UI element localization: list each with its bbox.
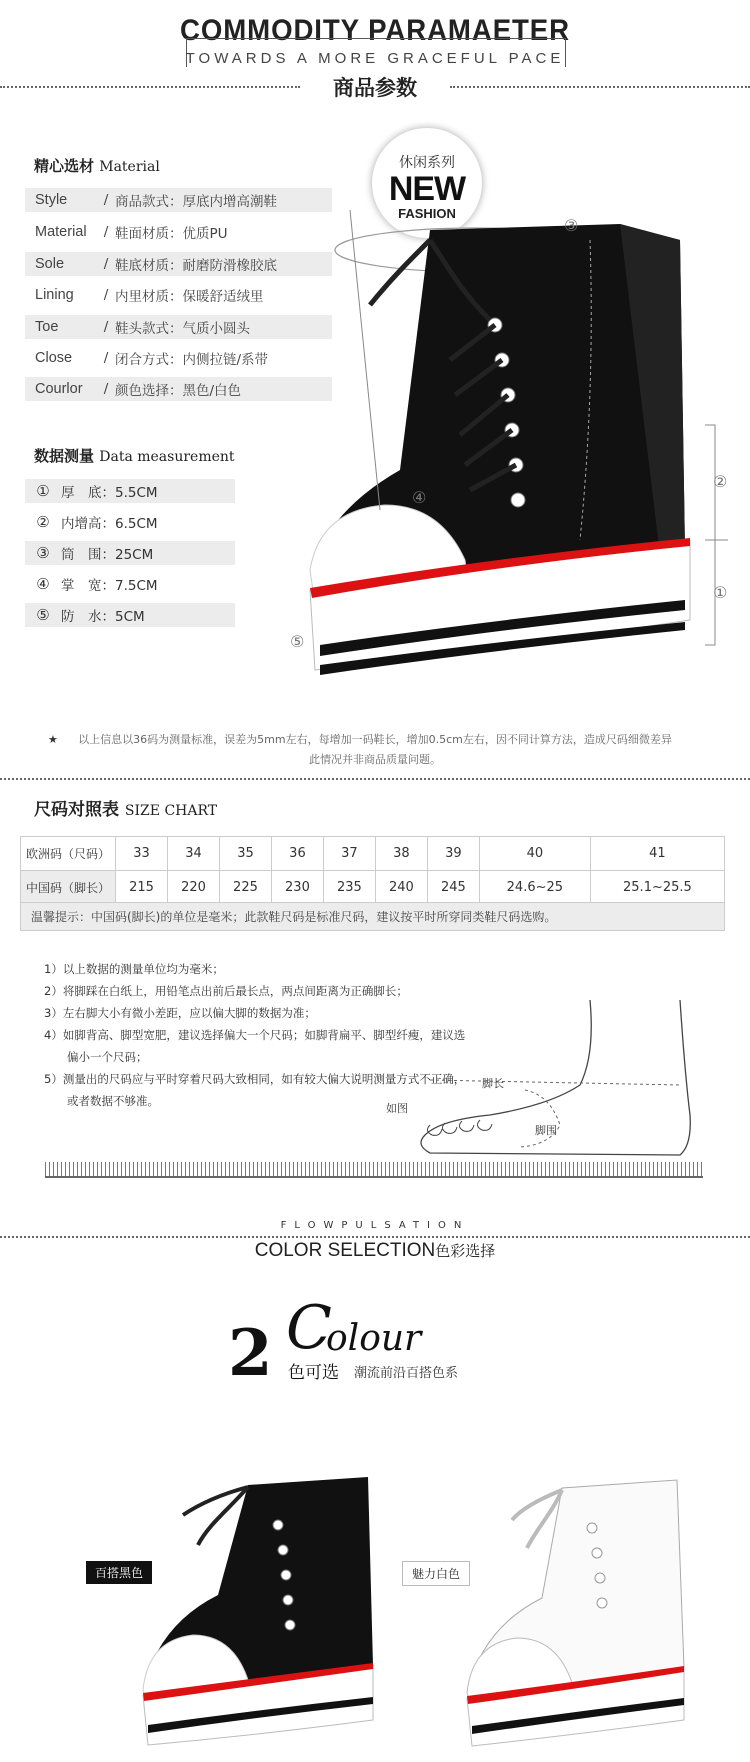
color-count-number: 2 xyxy=(228,1316,273,1391)
size-chart-heading-cn: 尺码对照表 xyxy=(34,800,119,820)
measurement-row xyxy=(25,572,235,596)
badge-fashion: FASHION xyxy=(398,206,456,221)
material-row: Lining / 内里材质：保暖舒适绒里 xyxy=(25,283,332,307)
measurement-row xyxy=(25,603,235,627)
measurement-label: 厚 底：5.5CM xyxy=(61,485,158,501)
table-cell: 40 xyxy=(479,837,590,871)
row-label: 中国码（脚长） xyxy=(21,871,116,905)
measurement-num: ② xyxy=(36,513,50,531)
measurement-heading-en: Data measurement xyxy=(99,449,235,465)
material-value: 商品款式：厚底内增高潮鞋 xyxy=(115,194,277,210)
white-color-tag: 魅力白色 xyxy=(402,1561,470,1586)
foot-diagram xyxy=(410,995,710,1170)
measurement-label: 掌 宽：7.5CM xyxy=(61,578,158,594)
measurement-row xyxy=(25,510,235,534)
foot-label-girth: 脚围 xyxy=(535,1124,557,1137)
measurement-heading xyxy=(34,445,235,466)
instruction-line: 4）如脚背高、脚型宽肥，建议选择偏大一个尺码；如脚背扁平、脚型纤瘦，建议选 xyxy=(44,1028,466,1042)
shoe-marker-2: ② xyxy=(713,472,728,491)
measurement-num: ① xyxy=(36,482,50,500)
instruction-line: 2）将脚踩在白纸上，用铅笔点出前后最长点，两点间距离为正确脚长； xyxy=(44,984,408,998)
material-value: 颜色选择：黑色/白色 xyxy=(115,383,242,399)
shoe-marker-3: ③ xyxy=(564,216,579,235)
measurement-label: 内增高：6.5CM xyxy=(61,516,158,532)
table-cell: 35 xyxy=(219,837,271,871)
material-heading-cn: 精心选材 xyxy=(34,157,95,175)
table-cell: 215 xyxy=(116,871,168,905)
material-row: Toe / 鞋头款式：气质小圆头 xyxy=(25,315,332,339)
black-shoe-image xyxy=(138,1465,378,1755)
measurement-heading-cn: 数据测量 xyxy=(34,447,95,465)
shoe-marker-5: ⑤ xyxy=(290,632,305,651)
color-selection-title xyxy=(0,1240,750,1262)
material-row: Material / 鞋面材质：优质PU xyxy=(25,220,332,244)
shoe-marker-1: ① xyxy=(713,583,728,602)
material-row: Style / 商品款式：厚底内增高潮鞋 xyxy=(25,188,332,212)
page-subtitle: TOWARDS A MORE GRACEFUL PACE xyxy=(185,50,565,67)
foot-label-length: 脚长 xyxy=(482,1077,504,1090)
foot-label-fig: 如图 xyxy=(386,1102,408,1115)
section-title-cn: 商品参数 xyxy=(333,75,417,100)
colour-text: olour xyxy=(326,1318,422,1359)
measurement-label: 防 水：5CM xyxy=(61,609,145,625)
star-icon: ★ xyxy=(48,733,58,746)
hero-shoe-illustration xyxy=(290,210,730,710)
material-row: Close / 闭合方式：内侧拉链/系带 xyxy=(25,346,332,370)
table-row xyxy=(21,871,725,905)
material-key: Lining xyxy=(35,287,74,303)
table-cell: 240 xyxy=(375,871,427,905)
badge-new: NEW xyxy=(388,170,466,208)
table-row xyxy=(21,837,725,871)
material-key: Material xyxy=(35,224,87,240)
instruction-line: 5）测量出的尺码应与平时穿着尺码大致相同，如有较大偏大说明测量方式不正确， xyxy=(44,1072,466,1086)
color-title-en: COLOR SELECTION xyxy=(254,1240,436,1261)
measurement-row xyxy=(25,541,235,565)
measurement-num: ⑤ xyxy=(36,606,50,624)
table-cell: 41 xyxy=(590,837,724,871)
table-cell: 245 xyxy=(427,871,479,905)
flow-pulsation: FLOWPULSATION xyxy=(280,1220,470,1231)
table-cell: 24.6~25 xyxy=(479,871,590,905)
table-cell: 38 xyxy=(375,837,427,871)
table-cell: 235 xyxy=(323,871,375,905)
table-cell: 230 xyxy=(271,871,323,905)
size-chart-heading-en: SIZE CHART xyxy=(124,803,218,819)
size-chart-heading xyxy=(34,795,217,820)
ruler xyxy=(45,1162,703,1178)
table-cell: 25.1~25.5 xyxy=(590,871,724,905)
material-key: Style xyxy=(35,192,68,208)
size-table xyxy=(20,836,725,905)
section-divider xyxy=(0,778,750,780)
section-divider xyxy=(0,1236,750,1238)
black-color-tag: 百搭黑色 xyxy=(86,1561,152,1584)
badge-top: 休闲系列 xyxy=(399,155,455,171)
table-cell: 225 xyxy=(219,871,271,905)
table-cell: 33 xyxy=(116,837,168,871)
table-cell: 37 xyxy=(323,837,375,871)
color-subtitle: 潮流前沿百搭色系 xyxy=(354,1366,459,1381)
measurement-num: ④ xyxy=(36,575,50,593)
measurement-note xyxy=(40,730,710,770)
table-cell: 34 xyxy=(167,837,219,871)
material-value: 鞋面材质：优质PU xyxy=(115,226,228,242)
row-label: 欧洲码（尺码） xyxy=(21,837,116,871)
measurement-row xyxy=(25,479,235,503)
material-heading xyxy=(34,155,160,176)
color-title-cn: 色彩选择 xyxy=(435,1242,496,1260)
table-cell: 220 xyxy=(167,871,219,905)
material-value: 鞋头款式：气质小圆头 xyxy=(115,321,250,337)
shoe-marker-4: ④ xyxy=(412,488,427,507)
instruction-line: 1）以上数据的测量单位均为毫米； xyxy=(44,962,224,976)
white-shoe-image xyxy=(462,1468,702,1758)
material-heading-en: Material xyxy=(99,159,160,175)
material-value: 内里材质：保暖舒适绒里 xyxy=(115,289,264,305)
note-line: 以上信息以36码为测量标准，误差为5mm左右，每增加一码鞋长，增加0.5cm左右，因不同计算方法，造成尺码细微差异 xyxy=(78,733,672,746)
material-row: Courlor / 颜色选择：黑色/白色 xyxy=(25,377,332,401)
page-title: COMMODITY PARAMAETER xyxy=(180,14,570,47)
material-value: 闭合方式：内侧拉链/系带 xyxy=(115,352,269,368)
material-key: Courlor xyxy=(35,381,83,397)
instruction-line: 偏小一个尺码； xyxy=(44,1050,148,1064)
measurement-label: 筒 围：25CM xyxy=(61,547,154,563)
colour-c: C xyxy=(286,1293,332,1363)
measurement-num: ③ xyxy=(36,544,50,562)
table-cell: 36 xyxy=(271,837,323,871)
instruction-line: 3）左右脚大小有微小差距，应以偏大脚的数据为准； xyxy=(44,1006,316,1020)
material-row: Sole / 鞋底材质：耐磨防滑橡胶底 xyxy=(25,252,332,276)
material-key: Close xyxy=(35,350,73,366)
size-tip: 温馨提示：中国码(脚长)的单位是毫米；此款鞋尺码是标准尺码，建议按平时所穿同类鞋尺码选购。 xyxy=(20,902,725,931)
material-value: 鞋底材质：耐磨防滑橡胶底 xyxy=(115,258,277,274)
material-key: Toe xyxy=(35,319,59,335)
table-cell: 39 xyxy=(427,837,479,871)
color-count-cn: 色可选 xyxy=(288,1363,339,1383)
material-key: Sole xyxy=(35,256,65,272)
instruction-line: 或者数据不够准。 xyxy=(44,1094,159,1108)
note-line: 此情况并非商品质量问题。 xyxy=(309,753,441,766)
